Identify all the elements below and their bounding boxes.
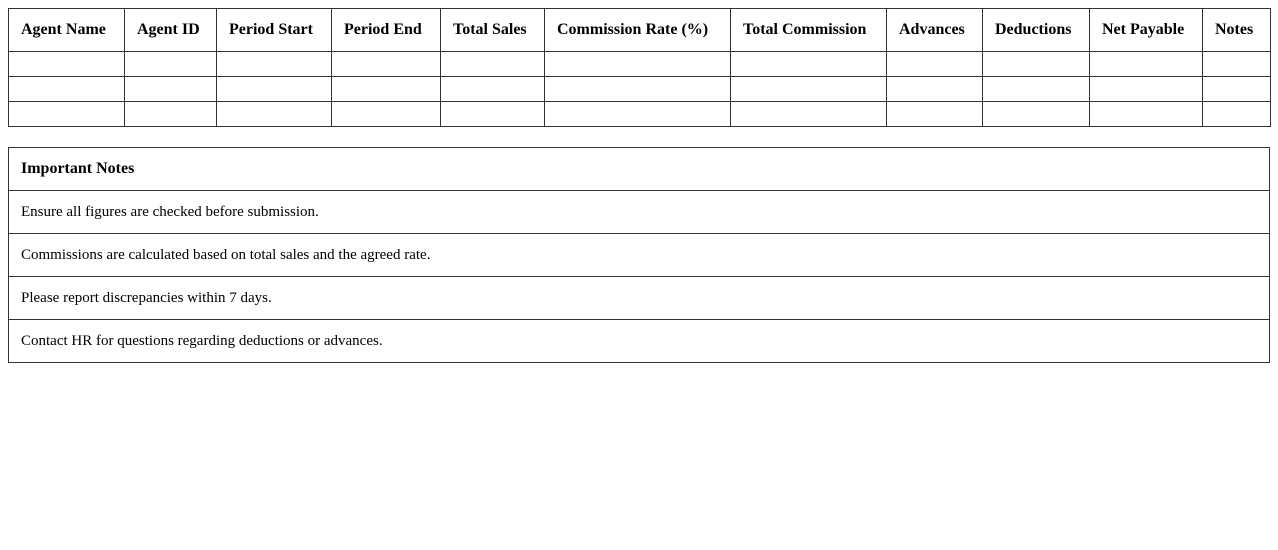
cell-total-sales <box>441 102 545 127</box>
cell-advances <box>887 52 983 77</box>
cell-agent-name <box>9 102 125 127</box>
cell-net-payable <box>1090 102 1203 127</box>
cell-commission-rate <box>545 102 731 127</box>
note-row <box>9 277 1270 320</box>
notes-heading: Important Notes <box>9 148 1270 191</box>
cell-agent-id <box>125 77 217 102</box>
cell-advances <box>887 77 983 102</box>
header-period-start: Period Start <box>217 9 332 52</box>
cell-net-payable <box>1090 52 1203 77</box>
cell-notes <box>1203 52 1271 77</box>
note-row <box>9 234 1270 277</box>
cell-commission-rate <box>545 77 731 102</box>
cell-total-commission <box>731 77 887 102</box>
table-row <box>9 102 1271 127</box>
cell-period-end <box>332 52 441 77</box>
table-row <box>9 77 1271 102</box>
header-total-commission: Total Commission <box>731 9 887 52</box>
header-agent-id: Agent ID <box>125 9 217 52</box>
header-notes: Notes <box>1203 9 1271 52</box>
note-row <box>9 191 1270 234</box>
header-net-payable: Net Payable <box>1090 9 1203 52</box>
cell-total-commission <box>731 52 887 77</box>
header-deductions: Deductions <box>983 9 1090 52</box>
cell-agent-id <box>125 102 217 127</box>
cell-notes <box>1203 102 1271 127</box>
header-agent-name: Agent Name <box>9 9 125 52</box>
cell-advances <box>887 102 983 127</box>
header-commission-rate: Commission Rate (%) <box>545 9 731 52</box>
note-item: Contact HR for questions regarding deductions or advances. <box>9 320 1270 363</box>
cell-period-start <box>217 102 332 127</box>
note-item: Commissions are calculated based on total sales and the agreed rate. <box>9 234 1270 277</box>
note-row <box>9 320 1270 363</box>
cell-period-end <box>332 102 441 127</box>
note-item: Please report discrepancies within 7 days. <box>9 277 1270 320</box>
cell-deductions <box>983 77 1090 102</box>
cell-agent-name <box>9 77 125 102</box>
cell-total-sales <box>441 77 545 102</box>
header-row <box>9 9 1271 52</box>
header-period-end: Period End <box>332 9 441 52</box>
cell-period-end <box>332 77 441 102</box>
cell-net-payable <box>1090 77 1203 102</box>
table-row <box>9 52 1271 77</box>
cell-notes <box>1203 77 1271 102</box>
table-header <box>9 9 1271 52</box>
cell-deductions <box>983 52 1090 77</box>
cell-agent-id <box>125 52 217 77</box>
header-advances: Advances <box>887 9 983 52</box>
document-body <box>8 8 1270 363</box>
cell-total-commission <box>731 102 887 127</box>
cell-total-sales <box>441 52 545 77</box>
table-body <box>9 52 1271 127</box>
note-item: Ensure all figures are checked before submission. <box>9 191 1270 234</box>
cell-period-start <box>217 52 332 77</box>
notes-heading-row <box>9 148 1270 191</box>
header-total-sales: Total Sales <box>441 9 545 52</box>
cell-period-start <box>217 77 332 102</box>
commission-table <box>8 8 1271 127</box>
cell-deductions <box>983 102 1090 127</box>
important-notes-table <box>8 147 1270 363</box>
cell-agent-name <box>9 52 125 77</box>
cell-commission-rate <box>545 52 731 77</box>
